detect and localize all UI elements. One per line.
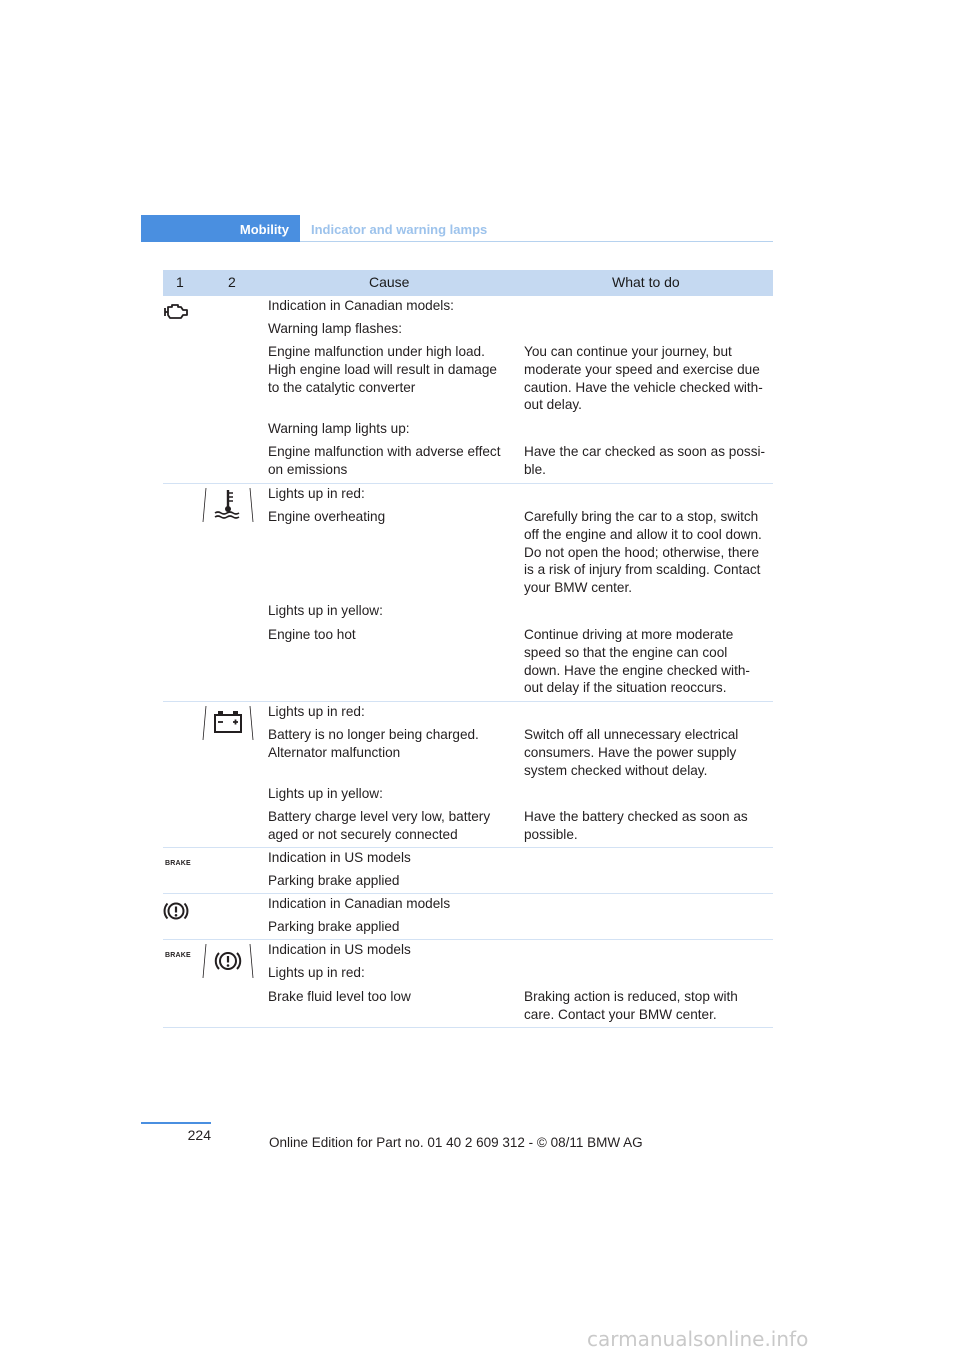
row-separator: [163, 701, 773, 702]
column-header-what-to-do: What to do: [612, 274, 680, 290]
engine-cause-2: Engine malfunction with adverse effect on emissions: [268, 444, 501, 477]
row-separator: [163, 939, 773, 940]
brake-warning-icon: [202, 942, 254, 985]
page-number: 224: [187, 1127, 211, 1143]
brake-word-icon: BRAKE: [165, 952, 191, 959]
battery-cause-1: Battery is no longer being charged. Alternator malfunction: [268, 727, 479, 760]
battery-icon: [202, 704, 254, 747]
column-header-cause: Cause: [369, 274, 410, 290]
brake-ca-cause: Parking brake applied: [268, 919, 400, 934]
brake-us-indication: Indication in US models: [268, 850, 411, 865]
check-engine-icon: [163, 303, 189, 326]
brake-us-cause: Parking brake applied: [268, 873, 400, 888]
footer-rule: [141, 1122, 211, 1124]
engine-cause-1: Engine malfunction under high load. High engine load will result in damage to the catalytic converter: [268, 344, 497, 395]
battery-todo-1: Switch off all unnecessary electrical consumers. Have the power supply system checked without delay.: [524, 727, 739, 778]
watermark: carmanualsonline.info: [587, 1327, 809, 1351]
brake-fluid-indication: Indication in US models: [268, 942, 411, 957]
coolant-cause-1: Engine overheating: [268, 509, 386, 524]
engine-todo-1: You can continue your journey, but moderate your speed and exercise due caution. Have the vehicle checked with- out delay.: [524, 344, 763, 413]
coolant-temperature-icon: [202, 486, 254, 529]
edition-note: Online Edition for Part no. 01 40 2 609 312 - © 08/11 BMW AG: [269, 1135, 643, 1150]
engine-flashes-label: Warning lamp flashes:: [268, 321, 402, 336]
coolant-red-label: Lights up in red:: [268, 486, 365, 501]
coolant-yellow-label: Lights up in yellow:: [268, 603, 383, 618]
table-header: [163, 270, 773, 296]
row-separator: [163, 1027, 773, 1028]
coolant-todo-2: Continue driving at more moderate speed so that the engine can cool down. Have the engine checked with- out delay if the situation reoccurs.: [524, 627, 750, 696]
coolant-cause-2: Engine too hot: [268, 627, 356, 642]
battery-todo-2: Have the battery checked as soon as possible.: [524, 809, 748, 842]
brake-warning-icon: [163, 900, 189, 927]
engine-lights-label: Warning lamp lights up:: [268, 421, 410, 436]
header-rule: [300, 241, 773, 242]
brake-fluid-todo: Braking action is reduced, stop with care. Contact your BMW center.: [524, 989, 738, 1022]
brake-ca-indication: Indication in Canadian models: [268, 896, 451, 911]
column-header-2: 2: [228, 274, 236, 290]
column-header-1: 1: [176, 274, 184, 290]
row-separator: [163, 483, 773, 484]
brake-word-icon: BRAKE: [165, 860, 191, 867]
battery-cause-2: Battery charge level very low, battery aged or not securely connected: [268, 809, 491, 842]
chapter-title: Indicator and warning lamps: [311, 222, 488, 237]
engine-indication: Indication in Canadian models:: [268, 298, 454, 313]
section-title: Mobility: [239, 222, 289, 237]
battery-yellow-label: Lights up in yellow:: [268, 786, 383, 801]
coolant-todo-1: Carefully bring the car to a stop, switch off the engine and allow it to cool down. Do not open the hood; otherwise, there is a risk of injury from scalding. Contact your BMW center.: [524, 509, 762, 596]
brake-fluid-red-label: Lights up in red:: [268, 965, 365, 980]
row-separator: [163, 847, 773, 848]
row-separator: [163, 893, 773, 894]
brake-fluid-cause: Brake fluid level too low: [268, 989, 411, 1004]
engine-todo-2: Have the car checked as soon as possi- ble.: [524, 444, 766, 477]
battery-red-label: Lights up in red:: [268, 704, 365, 719]
